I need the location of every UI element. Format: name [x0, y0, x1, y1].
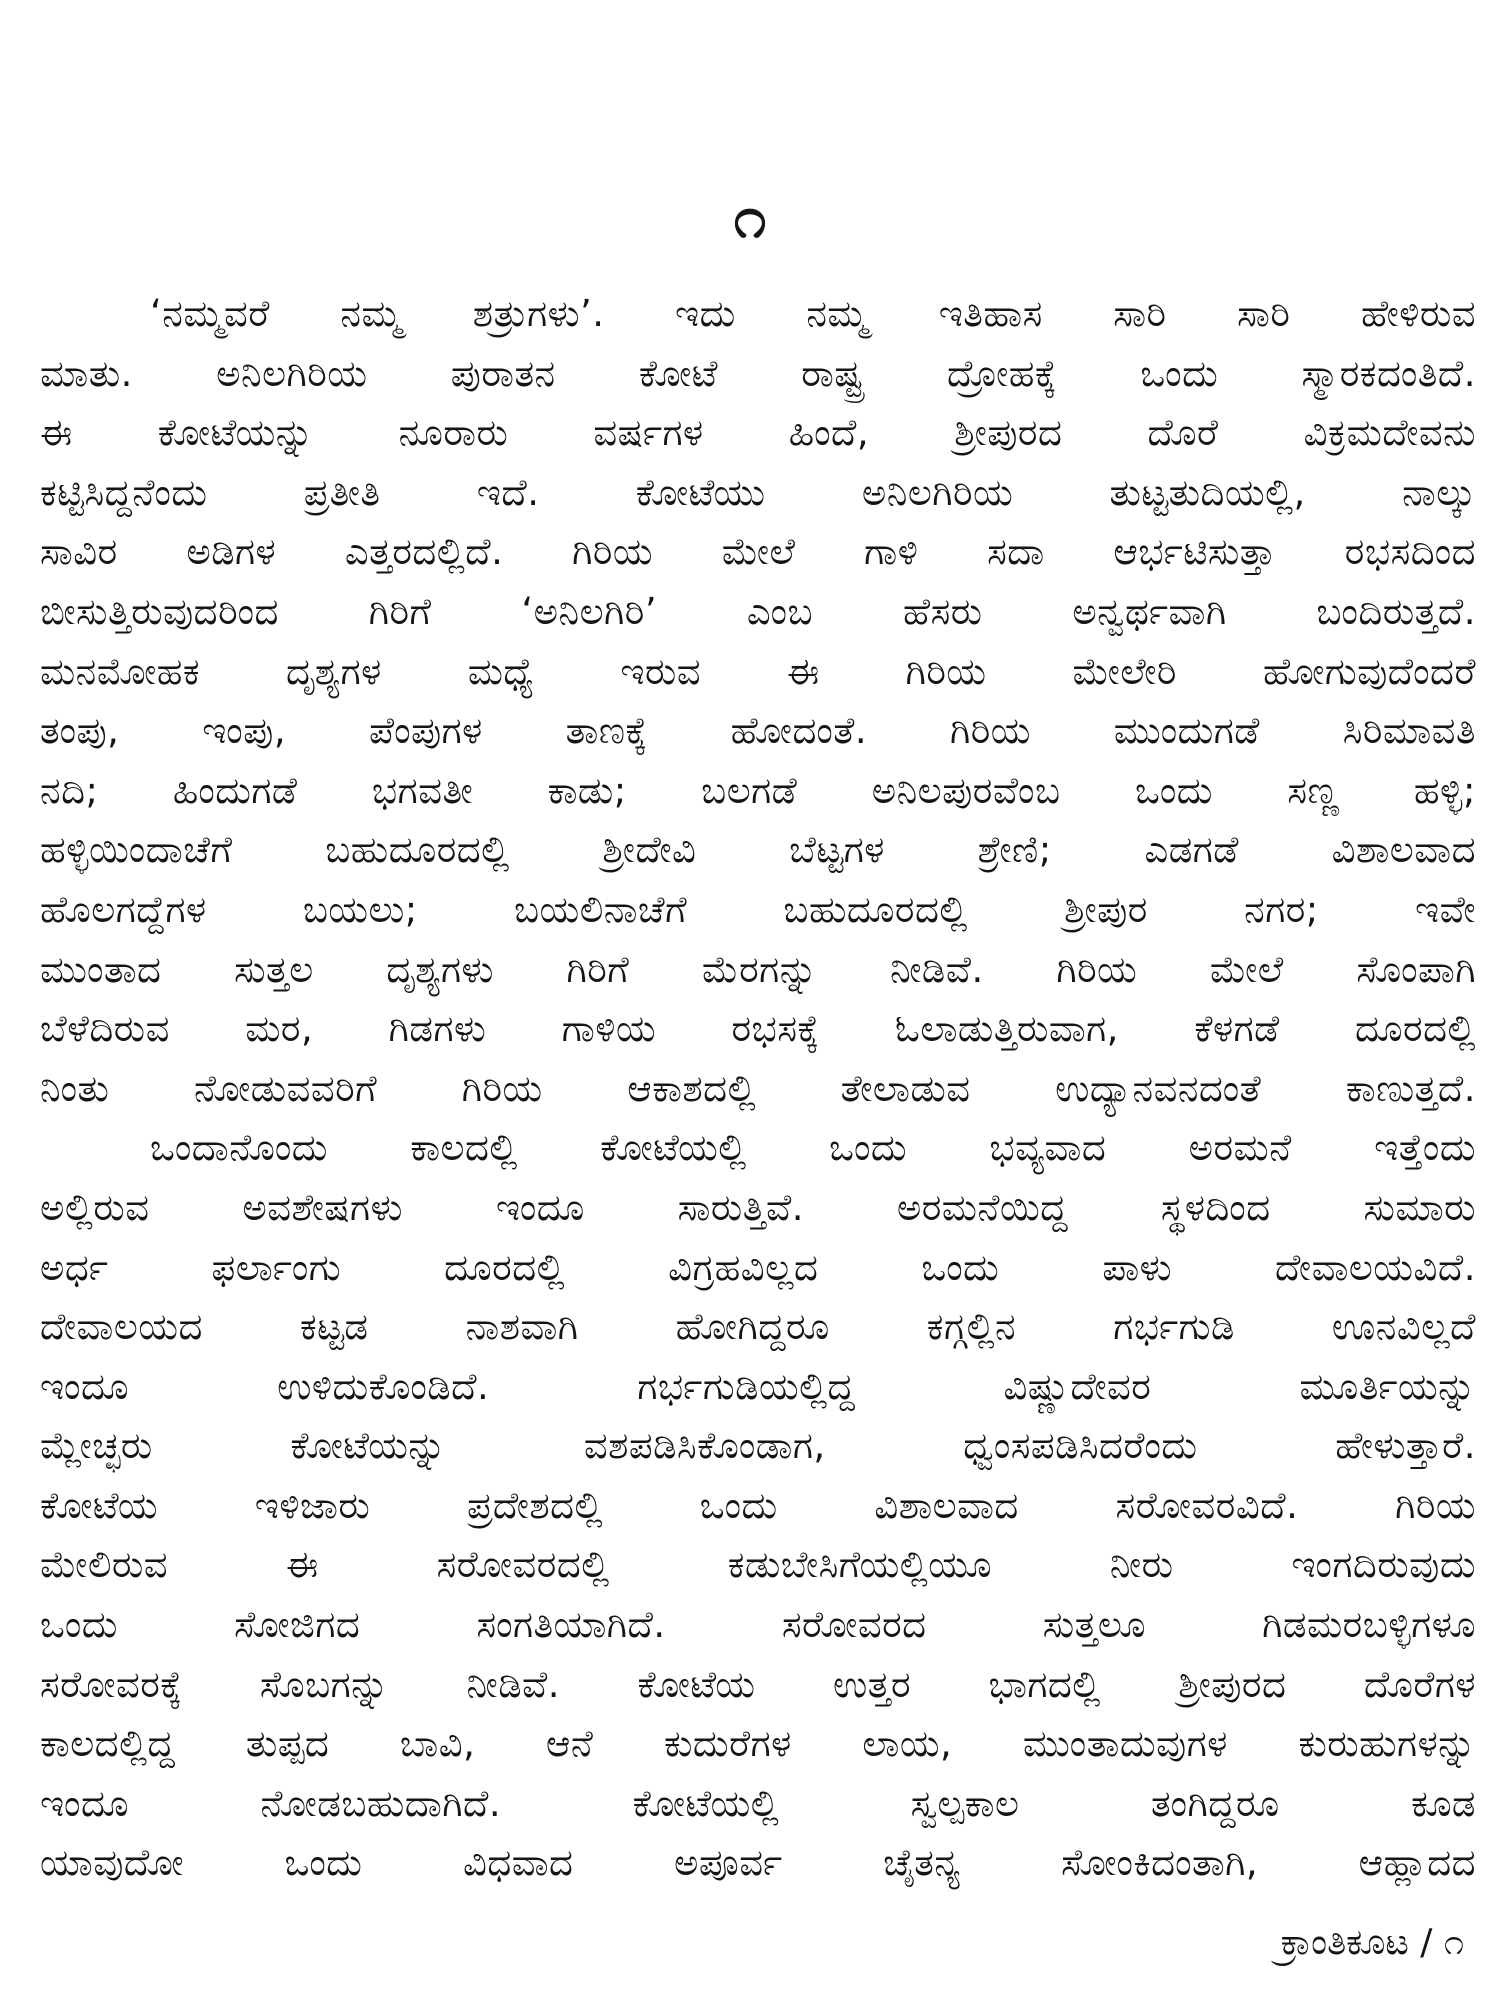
- text-line: ಮನಮೋಹಕ ದೃಶ್ಯಗಳ ಮಧ್ಯೆ ಇರುವ ಈ ಗಿರಿಯ ಮೇಲೇರಿ ಹೋಗುವುದೆಂದರೆ: [40, 649, 1476, 693]
- page-footer: ಕ್ರಾಂತಿಕೂಟ / ೧: [1280, 1922, 1464, 1963]
- text-line: ಮೇಲಿರುವ ಈ ಸರೋವರದಲ್ಲಿ ಕಡುಬೇಸಿಗೆಯಲ್ಲಿಯೂ ನೀರು ಇಂಗದಿರುವುದು: [40, 1543, 1476, 1587]
- text-line: ನದಿ; ಹಿಂದುಗಡೆ ಭಗವತೀ ಕಾಡು; ಬಲಗಡೆ ಅನಿಲಪುರವೆಂಬ ಒಂದು ಸಣ್ಣ ಹಳ್ಳಿ;: [40, 768, 1476, 812]
- text-line: ಒಂದಾನೊಂದು ಕಾಲದಲ್ಲಿ ಕೋಟೆಯಲ್ಲಿ ಒಂದು ಭವ್ಯವಾದ ಅರಮನೆ ಇತ್ತೆಂದು: [150, 1126, 1476, 1170]
- text-line: ಕಾಲದಲ್ಲಿದ್ದ ತುಪ್ಪದ ಬಾವಿ, ಆನೆ ಕುದುರೆಗಳ ಲಾಯ, ಮುಂತಾದುವುಗಳ ಕುರುಹುಗಳನ್ನು: [40, 1722, 1476, 1766]
- text-line: ಈ ಕೋಟೆಯನ್ನು ನೂರಾರು ವರ್ಷಗಳ ಹಿಂದೆ, ಶ್ರೀಪುರದ ದೊರೆ ವಿಕ್ರಮದೇವನು: [40, 411, 1476, 455]
- text-line: ಒಂದು ಸೋಜಿಗದ ಸಂಗತಿಯಾಗಿದೆ. ಸರೋವರದ ಸುತ್ತಲೂ ಗಿಡಮರಬಳ್ಳಿಗಳೂ: [40, 1603, 1476, 1647]
- text-line: ‘ನಮ್ಮವರೆ ನಮ್ಮ ಶತ್ರುಗಳು’. ಇದು ನಮ್ಮ ಇತಿಹಾಸ ಸಾರಿ ಸಾರಿ ಹೇಳಿರುವ: [150, 292, 1476, 335]
- text-line: ಕಟ್ಟಿಸಿದ್ದನೆಂದು ಪ್ರತೀತಿ ಇದೆ. ಕೋಟೆಯು ಅನಿಲಗಿರಿಯ ತುಟ್ಟತುದಿಯಲ್ಲಿ, ನಾಲ್ಕು: [40, 470, 1476, 514]
- text-line: ಹಳ್ಳಿಯಿಂದಾಚೆಗೆ ಬಹುದೂರದಲ್ಲಿ ಶ್ರೀದೇವಿ ಬೆಟ್ಟಗಳ ಶ್ರೇಣಿ; ಎಡಗಡೆ ವಿಶಾಲವಾದ: [40, 828, 1476, 872]
- text-line: ಬೆಳೆದಿರುವ ಮರ, ಗಿಡಗಳು ಗಾಳಿಯ ರಭಸಕ್ಕೆ ಓಲಾಡುತ್ತಿರುವಾಗ, ಕೆಳಗಡೆ ದೂರದಲ್ಲಿ: [40, 1007, 1476, 1051]
- text-line: ನಿಂತು ನೋಡುವವರಿಗೆ ಗಿರಿಯ ಆಕಾಶದಲ್ಲಿ ತೇಲಾಡುವ ಉದ್ಯಾನವನದಂತೆ ಕಾಣುತ್ತದೆ.: [40, 1066, 1476, 1110]
- text-line: ಬೀಸುತ್ತಿರುವುದರಿಂದ ಗಿರಿಗೆ ‘ಅನಿಲಗಿರಿ’ ಎಂಬ ಹೆಸರು ಅನ್ವರ್ಥವಾಗಿ ಬಂದಿರುತ್ತದೆ.: [40, 589, 1476, 633]
- text-line: ಇಂದೂ ಉಳಿದುಕೊಂಡಿದೆ. ಗರ್ಭಗುಡಿಯಲ್ಲಿದ್ದ ವಿಷ್ಣುದೇವರ ಮೂರ್ತಿಯನ್ನು: [40, 1364, 1476, 1408]
- text-line: ಮುಂತಾದ ಸುತ್ತಲ ದೃಶ್ಯಗಳು ಗಿರಿಗೆ ಮೆರಗನ್ನು ನೀಡಿವೆ. ಗಿರಿಯ ಮೇಲೆ ಸೊಂಪಾಗಿ: [40, 947, 1476, 991]
- text-line: ಮ್ಲೇಚ್ಛರು ಕೋಟೆಯನ್ನು ವಶಪಡಿಸಿಕೊಂಡಾಗ, ಧ್ವಂಸಪಡಿಸಿದರೆಂದು ಹೇಳುತ್ತಾರೆ.: [40, 1424, 1476, 1468]
- text-line: ದೇವಾಲಯದ ಕಟ್ಟಡ ನಾಶವಾಗಿ ಹೋಗಿದ್ದರೂ ಕಗ್ಗಲ್ಲಿನ ಗರ್ಭಗುಡಿ ಊನವಿಲ್ಲದೆ: [40, 1305, 1476, 1349]
- text-line: ಸರೋವರಕ್ಕೆ ಸೊಬಗನ್ನು ನೀಡಿವೆ. ಕೋಟೆಯ ಉತ್ತರ ಭಾಗದಲ್ಲಿ ಶ್ರೀಪುರದ ದೊರೆಗಳ: [40, 1662, 1476, 1706]
- text-line: ಹೊಲಗದ್ದೆಗಳ ಬಯಲು; ಬಯಲಿನಾಚೆಗೆ ಬಹುದೂರದಲ್ಲಿ ಶ್ರೀಪುರ ನಗರ; ಇವೇ: [40, 887, 1476, 931]
- text-line: ತಂಪು, ಇಂಪು, ಪೆಂಪುಗಳ ತಾಣಕ್ಕೆ ಹೋದಂತೆ. ಗಿರಿಯ ಮುಂದುಗಡೆ ಸಿರಿಮಾವತಿ: [40, 709, 1476, 753]
- text-line: ಸಾವಿರ ಅಡಿಗಳ ಎತ್ತರದಲ್ಲಿದೆ. ಗಿರಿಯ ಮೇಲೆ ಗಾಳಿ ಸದಾ ಆರ್ಭಟಿಸುತ್ತಾ ರಭಸದಿಂದ: [40, 530, 1476, 574]
- text-line: ಮಾತು. ಅನಿಲಗಿರಿಯ ಪುರಾತನ ಕೋಟೆ ರಾಷ್ಟ್ರ ದ್ರೋಹಕ್ಕೆ ಒಂದು ಸ್ಮಾರಕದಂತಿದೆ.: [40, 351, 1476, 395]
- text-line: ಯಾವುದೋ ಒಂದು ವಿಧವಾದ ಅಪೂರ್ವ ಚೈತನ್ಯ ಸೋಂಕಿದಂತಾಗಿ, ಆಹ್ಲಾದದ: [40, 1841, 1476, 1885]
- text-line: ಅಲ್ಲಿರುವ ಅವಶೇಷಗಳು ಇಂದೂ ಸಾರುತ್ತಿವೆ. ಅರಮನೆಯಿದ್ದ ಸ್ಥಳದಿಂದ ಸುಮಾರು: [40, 1185, 1476, 1229]
- text-line: ಇಂದೂ ನೋಡಬಹುದಾಗಿದೆ. ಕೋಟೆಯಲ್ಲಿ ಸ್ವಲ್ಪಕಾಲ ತಂಗಿದ್ದರೂ ಕೂಡ: [40, 1781, 1476, 1825]
- text-line: ಕೋಟೆಯ ಇಳಿಜಾರು ಪ್ರದೇಶದಲ್ಲಿ ಒಂದು ವಿಶಾಲವಾದ ಸರೋವರವಿದೆ. ಗಿರಿಯ: [40, 1483, 1476, 1527]
- chapter-number: ೧: [733, 183, 767, 251]
- text-line: ಅರ್ಧ ಫರ್ಲಾಂಗು ದೂರದಲ್ಲಿ ವಿಗ್ರಹವಿಲ್ಲದ ಒಂದು ಪಾಳು ದೇವಾಲಯವಿದೆ.: [40, 1245, 1476, 1289]
- body-text: [40, 284, 1476, 1893]
